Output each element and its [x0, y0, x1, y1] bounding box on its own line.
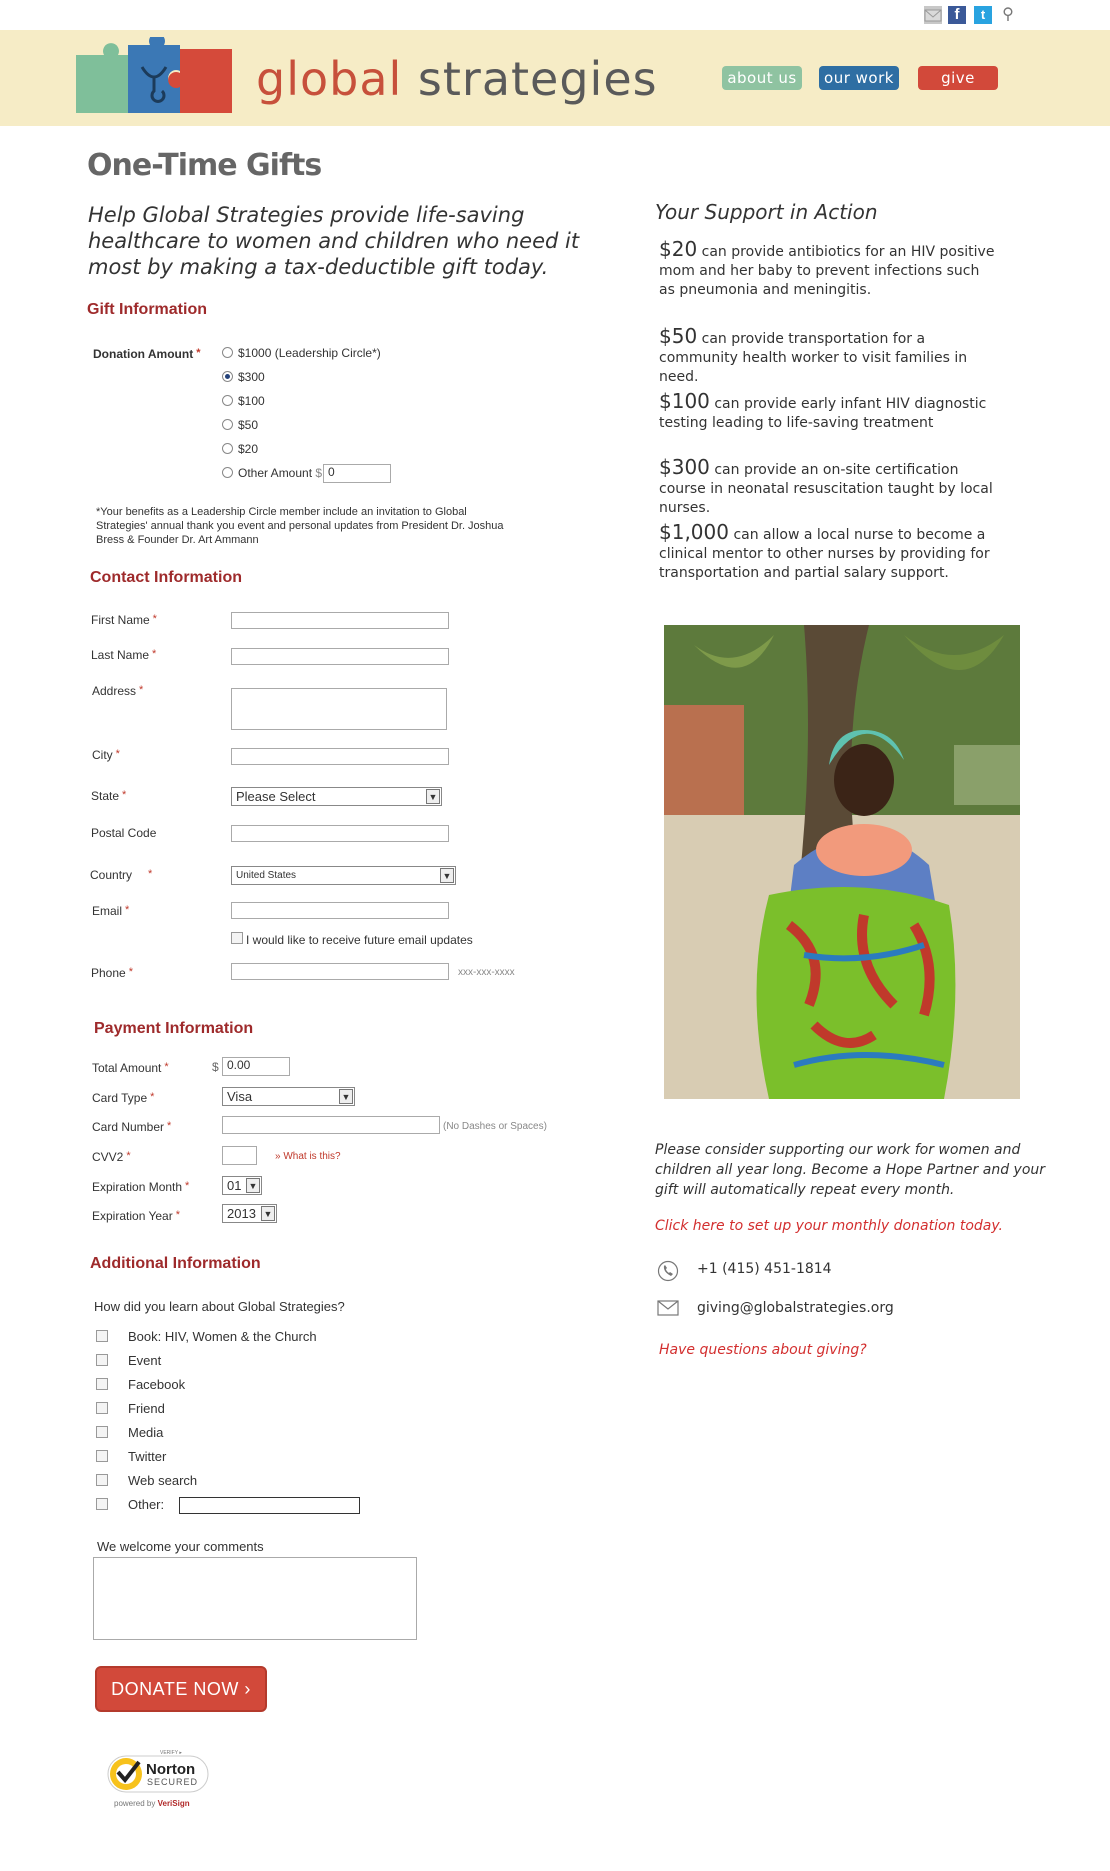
norton-name: Norton — [146, 1761, 196, 1778]
exp-year-value: 2013 — [227, 1206, 256, 1221]
exp-year-label: Expiration Year * — [92, 1209, 181, 1223]
card-number-hint: (No Dashes or Spaces) — [443, 1121, 547, 1132]
support-item: $20 can provide antibiotics for an HIV positive mom and her baby to prevent infections such as pneumonia and meningitis. — [659, 237, 995, 298]
city-input[interactable] — [231, 748, 449, 765]
card-type-select[interactable] — [222, 1087, 355, 1106]
contact-heading: Contact Information — [90, 569, 242, 586]
address-label: Address * — [92, 684, 144, 698]
option-20-label: $20 — [238, 442, 259, 456]
page-title: One-Time Gifts — [87, 148, 322, 183]
chevron-down-icon: ▼ — [440, 868, 454, 883]
support-heading: Your Support in Action — [655, 200, 878, 224]
additional-heading: Additional Information — [90, 1255, 261, 1272]
radio-50[interactable] — [222, 419, 233, 430]
monthly-message: Please consider supporting our work for women and children all year long. Become a Hope Partner and your gift will automatically repeat every month. — [655, 1142, 1046, 1198]
gift-heading: Gift Information — [87, 301, 207, 318]
support-item: $1,000 can allow a local nurse to become a clinical mentor to other nurses by providing for transportation and partial salary support. — [659, 520, 990, 581]
source-checkbox[interactable] — [96, 1402, 108, 1414]
source-checkbox[interactable] — [96, 1474, 108, 1486]
phone-label: Phone * — [91, 966, 133, 980]
cvv-help-link[interactable]: » What is this? — [275, 1151, 341, 1162]
city-label: City * — [92, 748, 120, 762]
monthly-donation-link[interactable]: Click here to set up your monthly donation today. — [655, 1218, 1004, 1234]
source-checkbox[interactable] — [96, 1330, 108, 1342]
comments-label: We welcome your comments — [97, 1539, 264, 1554]
radio-20[interactable] — [222, 443, 233, 454]
norton-powered-brand: VeriSign — [157, 1799, 190, 1808]
support-item: $100 can provide early infant HIV diagnostic testing leading to life-saving treatment — [659, 389, 987, 431]
chevron-down-icon: ▼ — [426, 789, 440, 804]
questions-link[interactable]: Have questions about giving? — [659, 1342, 867, 1358]
source-option-label: Web search — [128, 1473, 198, 1488]
exp-month-label: Expiration Month * — [92, 1180, 190, 1194]
state-select[interactable] — [231, 787, 442, 806]
facebook-icon[interactable]: f — [948, 6, 966, 24]
cvv-label: CVV2 * — [92, 1150, 131, 1164]
intro-text: Help Global Strategies provide life-saving healthcare to women and children who need it most by making a tax-deductible gift today. — [88, 203, 580, 279]
postal-code-input[interactable] — [231, 825, 449, 842]
giving-email[interactable]: giving@globalstrategies.org — [697, 1300, 894, 1316]
leadership-note: *Your benefits as a Leadership Circle member include an invitation to Global Strategies' annual thank you event and personal updates from President Dr. Joshua Bress & Founder Dr. Art Ammann — [96, 506, 504, 546]
postal-code-label: Postal Code — [91, 826, 157, 840]
source-option-label: Book: HIV, Women & the Church — [128, 1329, 317, 1344]
option-50-label: $50 — [238, 418, 259, 432]
chevron-down-icon: ▼ — [339, 1089, 353, 1104]
norton-secured-text: SECURED — [147, 1777, 199, 1787]
option-100-label: $100 — [238, 394, 265, 408]
norton-verify-text: VERIFY ▸ — [160, 1750, 182, 1756]
nav-give[interactable]: give — [918, 66, 998, 90]
payment-heading: Payment Information — [94, 1020, 254, 1037]
learn-question: How did you learn about Global Strategies? — [94, 1299, 345, 1314]
email-label: Email * — [92, 904, 130, 918]
card-type-value: Visa — [227, 1089, 253, 1104]
phone-number[interactable]: +1 (415) 451-1814 — [697, 1261, 832, 1277]
brand-wordmark[interactable] — [256, 52, 658, 106]
svg-text:powered by VeriSign — [114, 1799, 190, 1808]
nav-our-work[interactable]: our work — [819, 66, 899, 90]
donate-now-button[interactable]: DONATE NOW › — [95, 1666, 267, 1712]
comments-textarea[interactable] — [93, 1557, 417, 1640]
state-label: State * — [91, 789, 127, 803]
email-updates-checkbox[interactable] — [231, 932, 243, 944]
source-option-label: Media — [128, 1425, 164, 1440]
email-updates-label: I would like to receive future email updates — [246, 933, 473, 947]
email-icon[interactable] — [924, 6, 942, 24]
chevron-down-icon: ▼ — [261, 1206, 275, 1221]
card-number-label: Card Number * — [92, 1120, 172, 1134]
total-amount-input[interactable]: 0.00 — [222, 1057, 290, 1076]
radio-1000[interactable] — [222, 347, 233, 358]
source-checkbox[interactable] — [96, 1498, 108, 1510]
last-name-input[interactable] — [231, 648, 449, 665]
source-option-label: Event — [128, 1353, 162, 1368]
radio-300[interactable] — [222, 371, 233, 382]
phone-format-hint: xxx-xxx-xxxx — [458, 967, 515, 978]
radio-100[interactable] — [222, 395, 233, 406]
country-select-value: United States — [236, 870, 297, 881]
last-name-label: Last Name * — [91, 648, 157, 662]
source-option-label: Twitter — [128, 1449, 167, 1464]
brand-word-1: global — [256, 52, 403, 106]
other-source-input[interactable] — [179, 1497, 360, 1514]
support-item: $300 can provide an on-site certification course in neonatal resuscitation taught by local nurses. — [659, 455, 993, 516]
total-amount-label: Total Amount * — [92, 1061, 169, 1075]
source-option-label: Friend — [128, 1401, 165, 1416]
card-type-label: Card Type * — [92, 1091, 155, 1105]
card-number-input[interactable] — [222, 1116, 440, 1134]
source-checkbox[interactable] — [96, 1378, 108, 1390]
support-item: $50 can provide transportation for a community health worker to visit families in need. — [659, 324, 968, 385]
email-input[interactable] — [231, 902, 449, 919]
twitter-icon[interactable]: t — [974, 6, 992, 24]
radio-other[interactable] — [222, 467, 233, 478]
envelope-icon — [657, 1300, 679, 1316]
brand-word-2: strategies — [402, 52, 658, 106]
first-name-label: First Name * — [91, 613, 157, 627]
state-select-value: Please Select — [236, 789, 316, 804]
exp-month-value: 01 — [227, 1178, 242, 1193]
nav-about-us[interactable]: about us — [722, 66, 802, 90]
other-amount-input[interactable]: 0 — [323, 464, 391, 483]
total-currency: $ — [212, 1060, 219, 1074]
address-textarea[interactable] — [231, 688, 447, 730]
donation-amount-label: Donation Amount * — [93, 347, 201, 361]
cvv-input[interactable] — [222, 1146, 257, 1165]
search-icon[interactable]: ⚲ — [1002, 6, 1014, 23]
exp-month-select[interactable] — [222, 1176, 262, 1195]
phone-icon — [657, 1260, 679, 1282]
source-option-label: Other: — [128, 1497, 165, 1512]
chevron-down-icon: ▼ — [246, 1178, 260, 1193]
mother-and-baby-photo — [664, 625, 1020, 1099]
phone-input[interactable] — [231, 963, 449, 980]
option-other-label: Other Amount $ — [238, 466, 323, 480]
first-name-input[interactable] — [231, 612, 449, 629]
norton-secured-badge[interactable] — [106, 1748, 216, 1812]
country-label: Country * — [90, 868, 153, 882]
country-select[interactable] — [231, 866, 456, 885]
option-300-label: $300 — [238, 370, 265, 384]
puzzle-logo-icon[interactable] — [72, 37, 240, 117]
norton-powered-prefix: powered by — [114, 1799, 156, 1808]
exp-year-select[interactable] — [222, 1204, 277, 1223]
option-1000-label: $1000 (Leadership Circle*) — [238, 346, 381, 360]
source-checkbox[interactable] — [96, 1450, 108, 1462]
source-option-label: Facebook — [128, 1377, 186, 1392]
source-checkbox[interactable] — [96, 1354, 108, 1366]
source-checkbox[interactable] — [96, 1426, 108, 1438]
